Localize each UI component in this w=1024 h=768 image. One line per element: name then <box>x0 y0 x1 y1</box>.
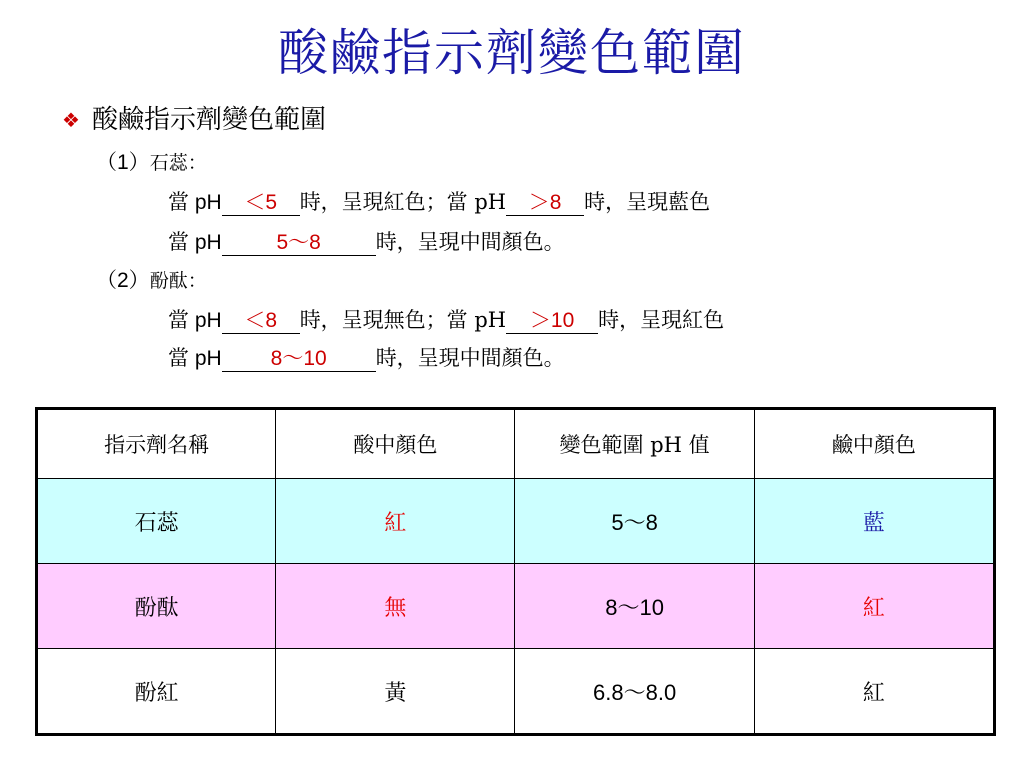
phenol-answer-acid: ＜8 <box>222 309 300 334</box>
row-acid-color: 無 <box>276 564 515 649</box>
litmus-answer-range: 5～8 <box>222 231 376 256</box>
header-base-color: 鹼中顏色 <box>754 409 994 479</box>
litmus-heading-name: 石蕊： <box>149 152 207 174</box>
litmus-l2-b: 時，呈現中間顏色。 <box>375 230 565 254</box>
phenol-l1-a: 當 pH <box>168 309 222 332</box>
row-indicator-name: 酚酞 <box>37 564 276 649</box>
bullet-heading <box>62 103 326 137</box>
phenol-heading <box>96 265 207 296</box>
table-row <box>37 564 995 649</box>
phenol-l2-b: 時，呈現中間顏色。 <box>375 346 565 370</box>
table-header-row <box>37 409 995 479</box>
phenol-answer-range: 8～10 <box>222 347 376 372</box>
phenol-line-1 <box>168 305 724 336</box>
row-ph-range: 8～10 <box>515 564 754 649</box>
row-indicator-name: 酚紅 <box>37 649 276 735</box>
row-base-color: 藍 <box>754 479 994 564</box>
litmus-answer-base: ＞8 <box>506 191 584 216</box>
phenol-heading-num: （2） <box>96 269 150 292</box>
row-indicator-name: 石蕊 <box>37 479 276 564</box>
litmus-line-2 <box>168 227 565 258</box>
litmus-l2-a: 當 pH <box>168 231 222 254</box>
phenol-l1-c: 時，呈現紅色 <box>598 308 725 332</box>
phenol-l2-a: 當 pH <box>168 347 222 370</box>
phenol-line-2 <box>168 343 565 374</box>
row-acid-color: 黃 <box>276 649 515 735</box>
litmus-l1-b: 時，呈現紅色；當 pH <box>299 190 507 214</box>
litmus-answer-acid: ＜5 <box>222 191 300 216</box>
indicator-table <box>35 407 996 736</box>
row-base-color: 紅 <box>754 649 994 735</box>
litmus-l1-c: 時，呈現藍色 <box>584 190 711 214</box>
litmus-heading-num: （1） <box>96 151 150 174</box>
row-ph-range: 5～8 <box>515 479 754 564</box>
row-base-color: 紅 <box>754 564 994 649</box>
diamond-bullet-icon: ❖ <box>62 108 80 132</box>
row-ph-range: 6.8～8.0 <box>515 649 754 735</box>
bullet-text: 酸鹼指示劑變色範圍 <box>91 105 326 135</box>
litmus-l1-a: 當 pH <box>168 191 222 214</box>
header-ph-range: 變色範圍 pH 值 <box>515 409 754 479</box>
page-title: 酸鹼指示劑變色範圍 <box>278 24 746 82</box>
header-acid-color: 酸中顏色 <box>276 409 515 479</box>
row-acid-color: 紅 <box>276 479 515 564</box>
table-row <box>37 479 995 564</box>
litmus-heading <box>96 147 207 178</box>
phenol-l1-b: 時，呈現無色；當 pH <box>299 308 507 332</box>
litmus-line-1 <box>168 187 710 218</box>
header-indicator-name: 指示劑名稱 <box>37 409 276 479</box>
phenol-heading-name: 酚酞： <box>149 270 207 292</box>
phenol-answer-base: ＞10 <box>506 309 598 334</box>
table-row <box>37 649 995 735</box>
